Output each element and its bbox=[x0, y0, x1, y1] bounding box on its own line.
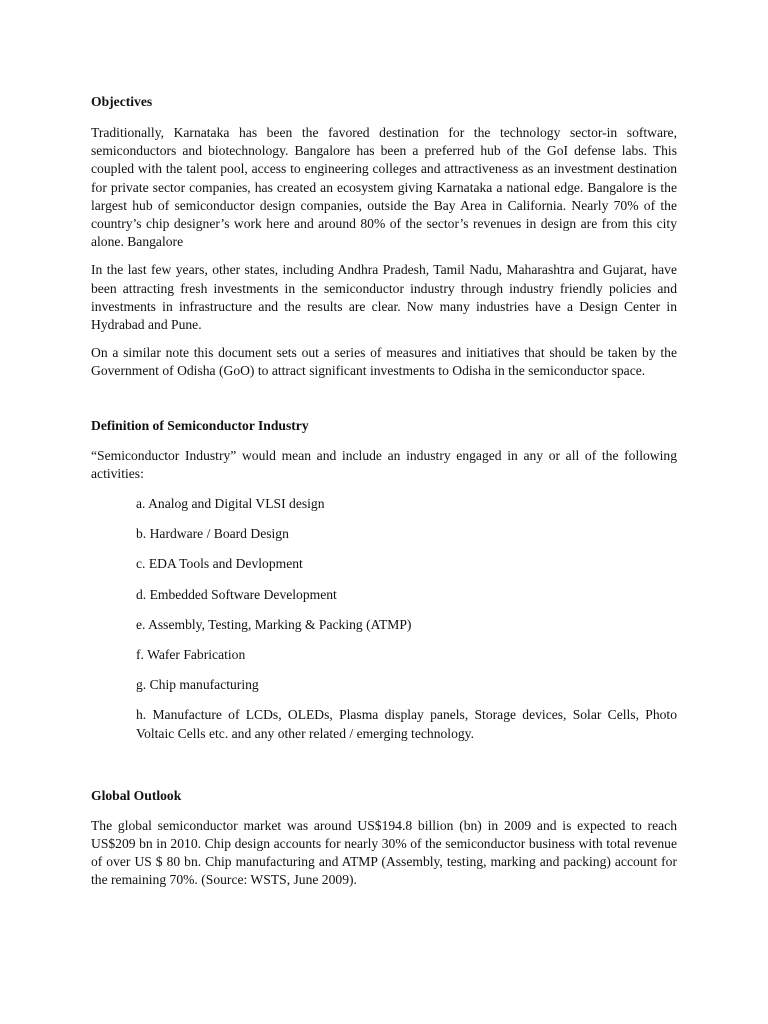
activity-item-e: e. Assembly, Testing, Marking & Packing (ATMP) bbox=[136, 616, 412, 632]
document-content bbox=[91, 93, 677, 890]
objectives-paragraph-2: In the last few years, other states, including Andhra Pradesh, Tamil Nadu, Maharashtra and Gujarat, have been attracting fresh investments in the semiconductor industry through industry friendly policies and investments in infrastructure and the results are clear. Now many industries have a Design Center in Hydrabad and Pune. bbox=[91, 262, 677, 333]
global-outlook-heading: Global Outlook bbox=[91, 787, 182, 803]
activity-item-d: d. Embedded Software Development bbox=[136, 586, 337, 602]
objectives-heading: Objectives bbox=[91, 94, 153, 109]
objectives-paragraph-3: On a similar note this document sets out a series of measures and initiatives that should be taken by the Government of Odisha (GoO) to attract significant investments to Odisha in the semiconductor space. bbox=[91, 345, 677, 379]
activity-item-a: a. Analog and Digital VLSI design bbox=[136, 496, 325, 512]
activity-item-h: h. Manufacture of LCDs, OLEDs, Plasma display panels, Storage devices, Solar Cells, Photo Voltaic Cells etc. and any other related / emerging technology. bbox=[136, 707, 677, 741]
objectives-paragraph-1: Traditionally, Karnataka has been the favored destination for the technology sector-in software, semiconductors and biotechnology. Bangalore has been a preferred hub of the GoI defense labs. This coupled with the talent pool, access to engineering colleges and attractiveness as an investment destination for private sector companies, has created an ecosystem giving Karnataka a national edge. Bangalore is the largest hub of semiconductor design companies, outside the Bay Area in California. Nearly 70% of the country’s chip designer’s work here and around 80% of the sector’s revenues in design are from this city alone. Bangalore bbox=[91, 125, 677, 250]
definition-intro: “Semiconductor Industry” would mean and include an industry engaged in any or all of the following activities: bbox=[91, 447, 677, 481]
definition-heading: Definition of Semiconductor Industry bbox=[91, 417, 309, 433]
activity-item-c: c. EDA Tools and Devlopment bbox=[136, 556, 303, 572]
activity-item-f: f. Wafer Fabrication bbox=[136, 647, 246, 663]
activity-item-g: g. Chip manufacturing bbox=[136, 677, 259, 693]
global-outlook-paragraph: The global semiconductor market was around US$194.8 billion (bn) in 2009 and is expected to reach US$209 bn in 2010. Chip design accounts for nearly 30% of the semiconductor business with total revenue of over US $ 80 bn. Chip manufacturing and ATMP (Assembly, testing, marking and packing) account for the remaining 70%. (Source: WSTS, June 2009). bbox=[91, 817, 677, 888]
activity-item-b: b. Hardware / Board Design bbox=[136, 526, 289, 542]
